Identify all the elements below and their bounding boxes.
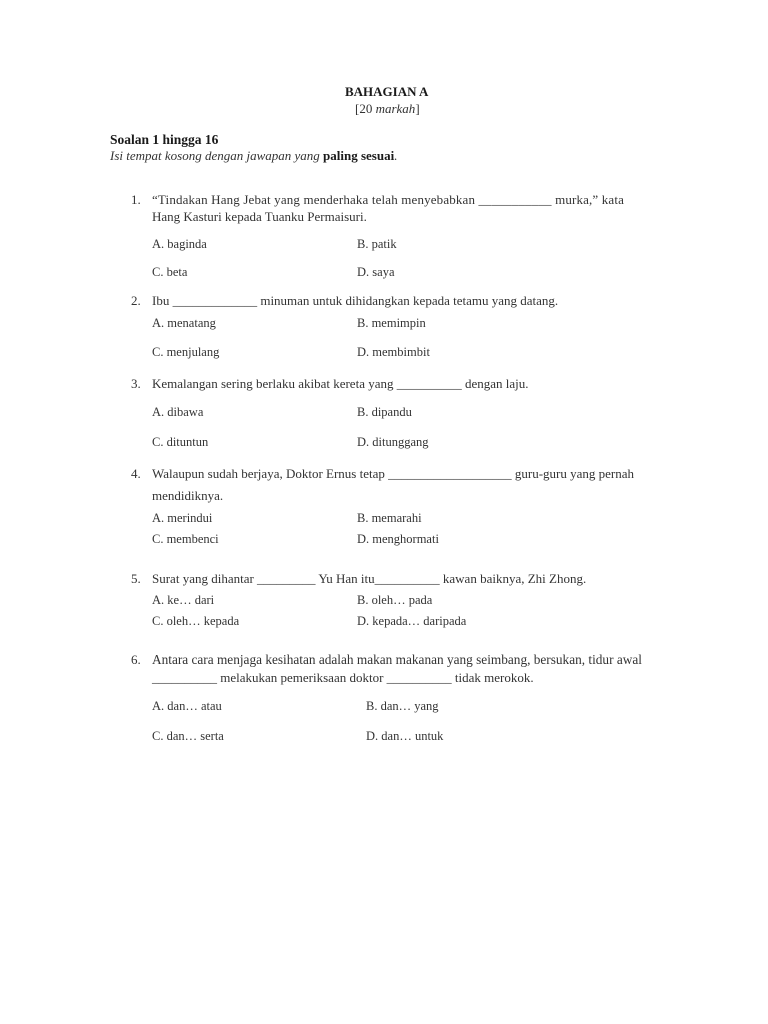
question-number: 3. <box>131 376 141 391</box>
option-b[interactable]: B. dipandu <box>357 405 412 419</box>
question-number: 2. <box>131 293 141 308</box>
question-text-line1: “Tindakan Hang Jebat yang menderhaka telah menyebabkan ___________ murka,” kata <box>152 192 625 207</box>
question-text-line1: Antara cara menjaga kesihatan adalah makan makanan yang seimbang, bersukan, tidur awal <box>152 652 642 667</box>
question-range-heading: Soalan 1 hingga 16 <box>110 132 219 147</box>
question-text-line2: mendidiknya. <box>152 488 224 503</box>
question-text-line1: Surat yang dihantar _________ Yu Han itu__________ kawan baiknya, Zhi Zhong. <box>152 571 587 586</box>
option-a[interactable]: A. menatang <box>152 316 216 330</box>
section-title: BAHAGIAN A <box>345 84 429 99</box>
option-a[interactable]: A. merindui <box>152 511 213 525</box>
option-b[interactable]: B. dan… yang <box>366 699 439 713</box>
option-b[interactable]: B. oleh… pada <box>357 593 433 607</box>
option-b[interactable]: B. patik <box>357 237 397 251</box>
question-number: 4. <box>131 466 141 481</box>
option-a[interactable]: A. dan… atau <box>152 699 222 713</box>
marks-close: ] <box>415 101 420 116</box>
question-text-line2: Hang Kasturi kepada Tuanku Permaisuri. <box>152 209 367 224</box>
option-d[interactable]: D. membimbit <box>357 345 430 359</box>
instruction-bold: paling sesuai <box>323 148 395 163</box>
question-number: 1. <box>131 192 141 207</box>
option-a[interactable]: A. ke… dari <box>152 593 215 607</box>
option-c[interactable]: C. dituntun <box>152 435 209 449</box>
instruction-end: . <box>394 148 398 163</box>
instruction-italic: Isi tempat kosong dengan jawapan yang <box>110 148 324 163</box>
marks-open: [20 <box>355 101 376 116</box>
instruction-text <box>110 148 397 164</box>
option-b[interactable]: B. memimpin <box>357 316 426 330</box>
option-a[interactable]: A. dibawa <box>152 405 204 419</box>
option-c[interactable]: C. menjulang <box>152 345 220 359</box>
question-text-line1: Ibu _____________ minuman untuk dihidangkan kepada tetamu yang datang. <box>152 293 559 308</box>
option-d[interactable]: D. ditunggang <box>357 435 429 449</box>
marks-word: markah <box>375 101 416 116</box>
option-d[interactable]: D. saya <box>357 265 395 279</box>
question-number: 5. <box>131 571 141 586</box>
option-c[interactable]: C. dan… serta <box>152 729 224 743</box>
question-number: 6. <box>131 652 141 667</box>
question-text-line1: Walaupun sudah berjaya, Doktor Ernus tetap ___________________ guru-guru yang pernah <box>152 466 635 481</box>
option-c[interactable]: C. oleh… kepada <box>152 614 240 628</box>
question-text-line2: __________ melakukan pemeriksaan doktor __________ tidak merokok. <box>152 670 534 685</box>
option-a[interactable]: A. baginda <box>152 237 207 251</box>
option-c[interactable]: C. beta <box>152 265 188 279</box>
option-c[interactable]: C. membenci <box>152 532 219 546</box>
option-b[interactable]: B. memarahi <box>357 511 422 525</box>
option-d[interactable]: D. kepada… daripada <box>357 614 467 628</box>
question-text-line1: Kemalangan sering berlaku akibat kereta yang __________ dengan laju. <box>152 376 529 391</box>
option-d[interactable]: D. dan… untuk <box>366 729 444 743</box>
option-d[interactable]: D. menghormati <box>357 532 439 546</box>
marks-label <box>355 101 420 117</box>
